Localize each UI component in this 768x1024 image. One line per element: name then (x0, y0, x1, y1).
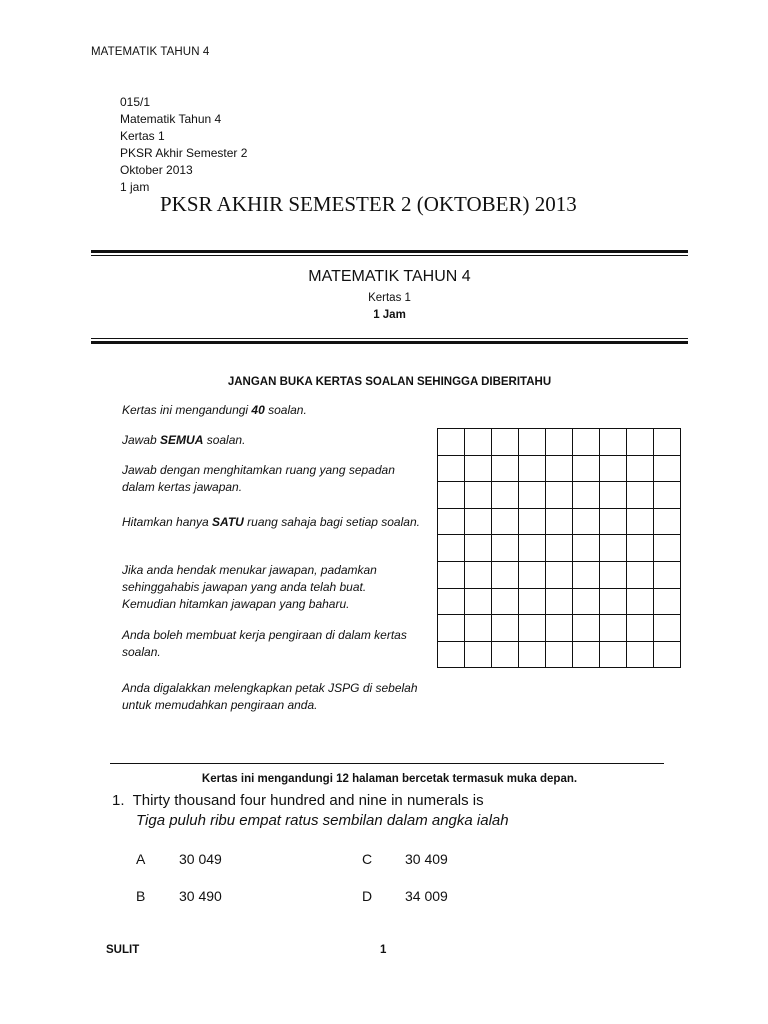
grid-cell (438, 535, 465, 562)
instruction-2: Jawab SEMUA soalan. (122, 433, 246, 447)
grid-cell (600, 641, 627, 668)
grid-cell (600, 588, 627, 615)
grid-cell (627, 588, 654, 615)
page-number: 1 (380, 944, 387, 956)
grid-cell (627, 641, 654, 668)
option-letter-b: B (136, 888, 146, 904)
grid-cell (600, 535, 627, 562)
grid-cell (465, 641, 492, 668)
grid-cell (438, 588, 465, 615)
grid-cell (573, 588, 600, 615)
grid-cell (492, 588, 519, 615)
paper-meta (120, 94, 247, 196)
grid-cell (573, 641, 600, 668)
grid-cell (519, 455, 546, 482)
instruction-7: Anda digalakkan melengkapkan petak JSPG di sebelah untuk memudahkan pengiraan anda. (122, 681, 418, 712)
grid-cell (627, 508, 654, 535)
grid-cell (519, 482, 546, 509)
grid-cell (546, 588, 573, 615)
option-letter-a: A (136, 851, 146, 867)
grid-cell (546, 535, 573, 562)
meta-duration: 1 jam (120, 180, 150, 194)
grid-cell (600, 429, 627, 456)
grid-cell (573, 482, 600, 509)
warning-text: JANGAN BUKA KERTAS SOALAN SEHINGGA DIBERITAHU (227, 376, 552, 388)
grid-cell (519, 588, 546, 615)
grid-cell (492, 429, 519, 456)
grid-cell (600, 482, 627, 509)
instruction-6: Anda boleh membuat kerja pengiraan di dalam kertas soalan. (122, 628, 407, 659)
subject-title: MATEMATIK TAHUN 4 (308, 268, 471, 285)
page-count-note: Kertas ini mengandungi 12 halaman bercetak termasuk muka depan. (201, 773, 578, 785)
grid-cell (465, 588, 492, 615)
grid-cell (627, 561, 654, 588)
grid-cell (492, 455, 519, 482)
grid-cell (546, 455, 573, 482)
grid-cell (519, 615, 546, 642)
grid-cell (438, 455, 465, 482)
grid-cell (573, 615, 600, 642)
grid-row (438, 535, 681, 562)
grid-cell (465, 455, 492, 482)
option-value-d: 34 009 (405, 888, 448, 904)
meta-paper: Kertas 1 (120, 129, 165, 143)
duration-label: 1 Jam (373, 309, 406, 321)
grid-cell (465, 482, 492, 509)
grid-row (438, 508, 681, 535)
grid-cell (627, 429, 654, 456)
grid-cell (627, 482, 654, 509)
grid-cell (438, 561, 465, 588)
grid-cell (492, 508, 519, 535)
grid-cell (573, 535, 600, 562)
grid-cell (438, 429, 465, 456)
grid-cell (573, 455, 600, 482)
grid-cell (519, 535, 546, 562)
grid-row (438, 455, 681, 482)
grid-cell (519, 641, 546, 668)
paper-label: Kertas 1 (368, 292, 411, 304)
jspg-grid (437, 428, 681, 668)
grid-cell (654, 455, 681, 482)
meta-subject: Matematik Tahun 4 (120, 112, 222, 126)
question-1-english: 1. Thirty thousand four hundred and nine in numerals is (112, 792, 484, 809)
instruction-1: Kertas ini mengandungi 40 soalan. (122, 403, 307, 417)
grid-cell (627, 455, 654, 482)
grid-cell (492, 615, 519, 642)
grid-cell (492, 535, 519, 562)
grid-cell (600, 508, 627, 535)
grid-cell (654, 615, 681, 642)
question-1-malay: Tiga puluh ribu empat ratus sembilan dalam angka ialah (136, 812, 509, 829)
grid-cell (465, 535, 492, 562)
grid-cell (438, 508, 465, 535)
grid-cell (573, 429, 600, 456)
grid-cell (627, 615, 654, 642)
grid-cell (654, 535, 681, 562)
grid-cell (546, 615, 573, 642)
option-letter-c: C (362, 851, 373, 867)
grid-cell (546, 561, 573, 588)
divider (91, 255, 688, 256)
grid-cell (519, 508, 546, 535)
divider (91, 341, 688, 344)
grid-row (438, 641, 681, 668)
grid-cell (465, 561, 492, 588)
divider (91, 250, 688, 253)
grid-cell (492, 641, 519, 668)
grid-cell (654, 641, 681, 668)
grid-cell (600, 615, 627, 642)
instruction-3: Jawab dengan menghitamkan ruang yang sepadan dalam kertas jawapan. (122, 463, 395, 494)
grid-cell (546, 508, 573, 535)
option-value-a: 30 049 (179, 851, 222, 867)
option-value-c: 30 409 (405, 851, 448, 867)
grid-cell (546, 429, 573, 456)
grid-cell (600, 561, 627, 588)
divider (110, 763, 664, 764)
option-value-b: 30 490 (179, 888, 222, 904)
grid-row (438, 588, 681, 615)
instruction-5: Jika anda hendak menukar jawapan, padamkan sehinggahabis jawapan yang anda telah buat. Kemudian hitamkan jawapan yang baharu. (122, 563, 377, 611)
exam-title: PKSR AKHIR SEMESTER 2 (OKTOBER) 2013 (160, 192, 577, 216)
grid-cell (654, 561, 681, 588)
grid-cell (438, 641, 465, 668)
grid-cell (519, 429, 546, 456)
grid-cell (438, 615, 465, 642)
grid-cell (546, 482, 573, 509)
grid-cell (546, 641, 573, 668)
grid-row (438, 429, 681, 456)
grid-cell (654, 588, 681, 615)
grid-row (438, 482, 681, 509)
grid-cell (465, 429, 492, 456)
grid-cell (438, 482, 465, 509)
grid-cell (600, 455, 627, 482)
grid-cell (627, 535, 654, 562)
grid-cell (573, 508, 600, 535)
running-header: MATEMATIK TAHUN 4 (91, 46, 210, 58)
grid-cell (654, 508, 681, 535)
footer-sulit: SULIT (106, 944, 140, 956)
divider (91, 338, 688, 339)
grid-cell (492, 561, 519, 588)
grid-cell (492, 482, 519, 509)
meta-exam: PKSR Akhir Semester 2 (120, 146, 248, 160)
meta-code: 015/1 (120, 95, 151, 109)
option-letter-d: D (362, 888, 373, 904)
grid-cell (519, 561, 546, 588)
grid-cell (654, 482, 681, 509)
grid-row (438, 561, 681, 588)
grid-cell (654, 429, 681, 456)
grid-cell (573, 561, 600, 588)
grid-row (438, 615, 681, 642)
grid-cell (465, 615, 492, 642)
meta-date: Oktober 2013 (120, 163, 193, 177)
grid-cell (465, 508, 492, 535)
instruction-4: Hitamkan hanya SATU ruang sahaja bagi setiap soalan. (122, 515, 420, 529)
